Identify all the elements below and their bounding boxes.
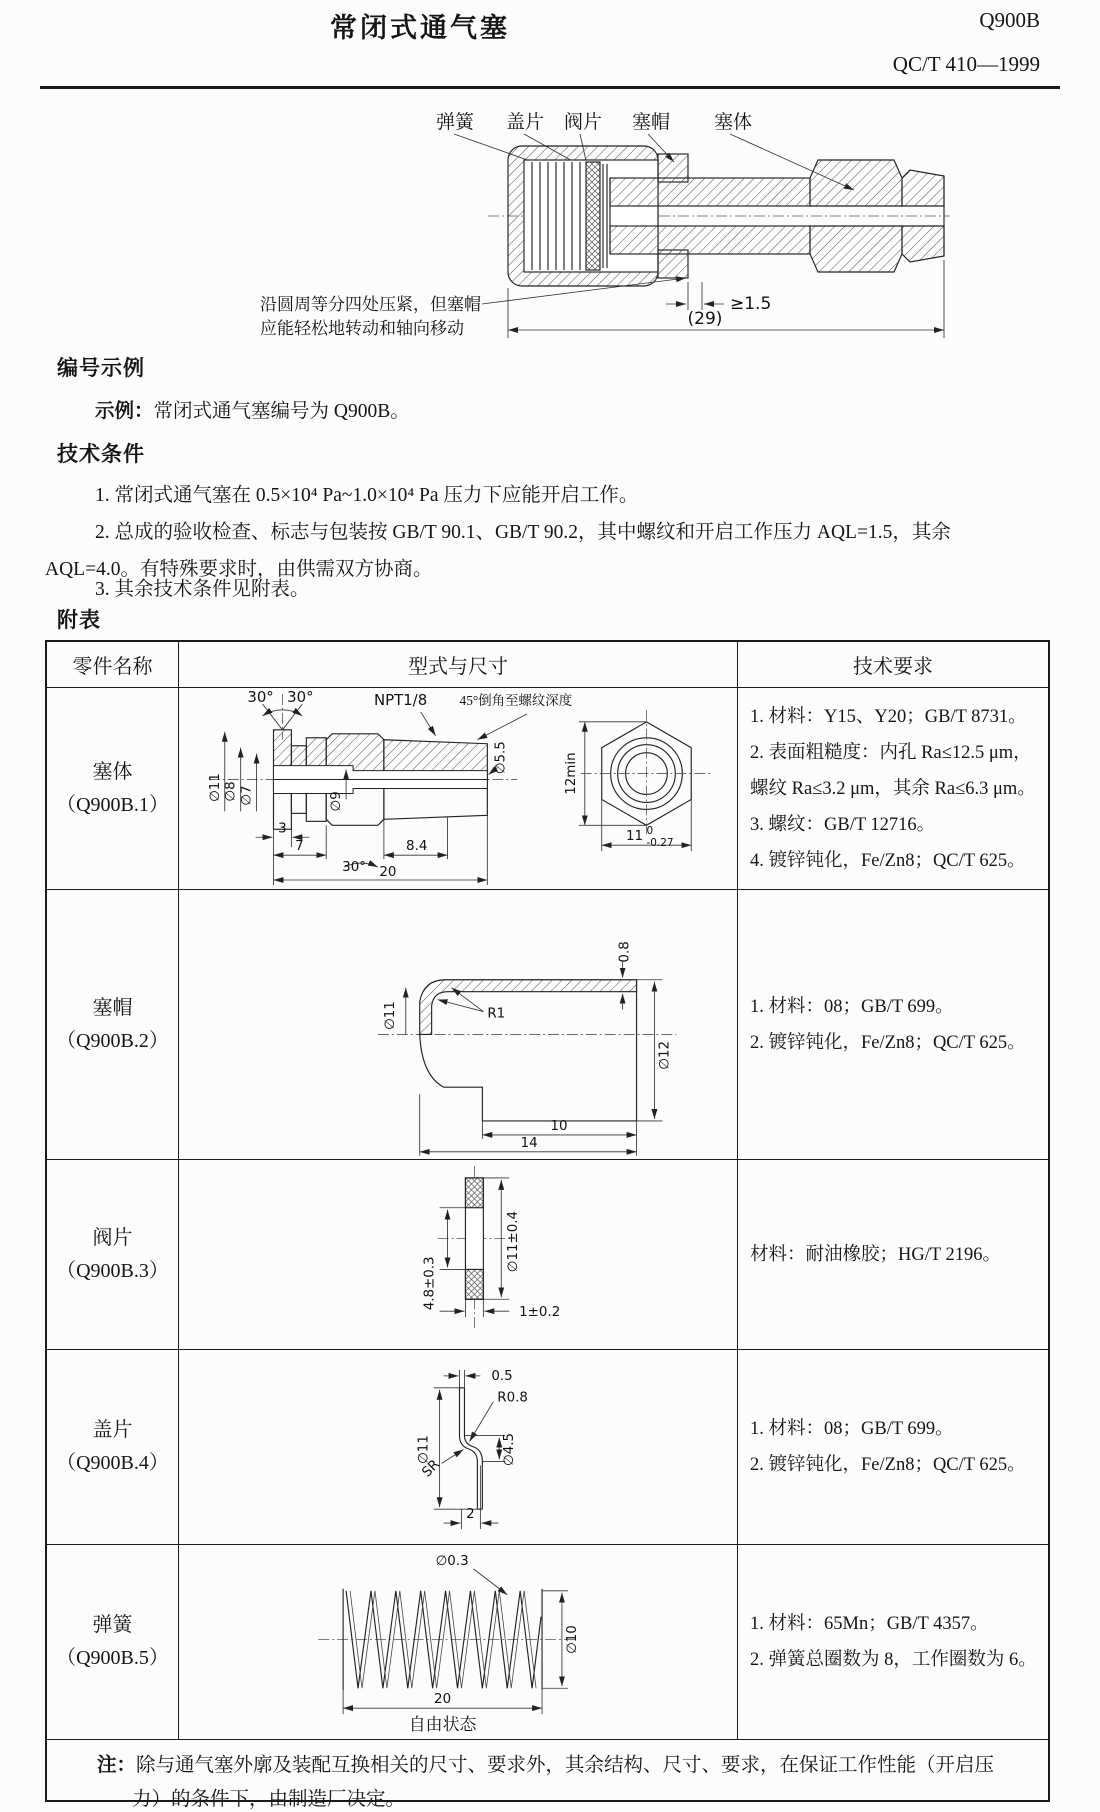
dim-tol-upper: 0 xyxy=(646,825,654,838)
part-name-cell xyxy=(47,1160,179,1350)
part-number: Q900B xyxy=(979,8,1040,32)
dim-label: 20 xyxy=(379,865,397,881)
assembly-figure-svg xyxy=(250,98,950,353)
note-label: 注： xyxy=(97,1755,137,1776)
dim-label: 11 xyxy=(626,829,644,845)
figure-note-line1: 沿圆周等分四处压紧，但塞帽 xyxy=(260,295,481,314)
req-line: 1. 材料：08；GB/T 699。 xyxy=(750,1419,954,1439)
part-name: 盖片 xyxy=(92,1419,133,1441)
part-name-cell xyxy=(47,688,179,890)
dim-label: 12min xyxy=(563,752,579,795)
label-valve: 阀片 xyxy=(564,112,603,133)
dim-label: ∅9 xyxy=(329,791,345,812)
dim-label: R0.8 xyxy=(497,1390,528,1406)
label-cap: 塞帽 xyxy=(632,112,671,133)
dim-label: ∅0.3 xyxy=(435,1553,469,1569)
body-drawing-svg xyxy=(179,688,737,889)
dim-label: ≥1.5 xyxy=(730,294,772,314)
dim-label: ∅11 xyxy=(207,773,223,802)
requirements-cell xyxy=(738,688,1048,890)
dim-label: ∅11 xyxy=(416,1435,432,1464)
standard-number: QC/T 410—1999 xyxy=(892,52,1040,76)
req-line: 2. 镀锌钝化，Fe/Zn8；QC/T 625。 xyxy=(750,1032,1026,1053)
label-spring: 弹簧 xyxy=(436,112,475,133)
valve-drawing-svg xyxy=(179,1160,737,1349)
part-code: （Q900B.5） xyxy=(56,1647,169,1669)
req-line: 4. 镀锌钝化，Fe/Zn8；QC/T 625。 xyxy=(750,850,1026,871)
tech-item-1: 1. 常闭式通气塞在 0.5×10⁴ Pa~1.0×10⁴ Pa 压力下应能开启工作。 xyxy=(95,485,639,506)
dim-label: 3 xyxy=(278,821,287,837)
note-text: 除与通气塞外廓及装配互换相关的尺寸、要求外，其余结构、尺寸、要求，在保证工作性能（开启压力）的条件下，由制造厂决定。 xyxy=(132,1755,995,1810)
dim-label: ∅11 xyxy=(382,1001,398,1030)
dim-label: 4.8±0.3 xyxy=(422,1256,438,1311)
free-state-label: 自由状态 xyxy=(408,1715,477,1735)
dim-tol-lower: -0.27 xyxy=(646,837,674,850)
req-line: 1. 材料：Y15、Y20；GB/T 8731。 xyxy=(750,706,1027,727)
col-header-tech-req: 技术要求 xyxy=(738,642,1048,688)
example-label: 示例： xyxy=(95,401,154,422)
part-name-cell xyxy=(47,1545,179,1740)
req-line: 2. 表面粗糙度：内孔 Ra≤12.5 μm，螺纹 Ra≤3.2 μm，其余 Ra≤6.3 μm。 xyxy=(750,742,1036,799)
dim-label: 20 xyxy=(434,1692,452,1708)
page-title: 常闭式通气塞 xyxy=(330,13,510,43)
part-name: 塞帽 xyxy=(92,996,133,1019)
drawing-cell-spring xyxy=(179,1545,738,1740)
drawing-cell-cap xyxy=(179,890,738,1160)
drawing-cell-cover xyxy=(179,1350,738,1545)
table-heading: 附表 xyxy=(57,608,101,632)
header-rule xyxy=(40,86,1060,89)
dim-label: ∅10 xyxy=(564,1625,580,1654)
dim-label: ∅4.5 xyxy=(502,1432,518,1466)
part-name: 塞体 xyxy=(92,760,133,783)
label-cover: 盖片 xyxy=(506,112,545,133)
dim-label: 30° xyxy=(247,688,274,706)
dim-label: ∅7 xyxy=(239,785,255,806)
figure-note-line2: 应能轻松地转动和轴向移动 xyxy=(260,319,464,338)
dim-label: ∅8 xyxy=(223,781,239,802)
dim-label: 30° xyxy=(287,688,314,706)
part-code: （Q900B.3） xyxy=(56,1259,169,1282)
part-name: 阀片 xyxy=(92,1226,133,1249)
dim-label: 30° xyxy=(342,860,366,876)
dim-label: (29) xyxy=(687,309,723,329)
spring-drawing-svg xyxy=(179,1545,737,1739)
part-name-cell xyxy=(47,1350,179,1545)
dim-label: 8.4 xyxy=(406,839,428,855)
dim-label: 1±0.2 xyxy=(519,1305,561,1321)
dim-label: 0.8 xyxy=(617,941,633,963)
numbering-example xyxy=(95,394,410,430)
part-name: 弹簧 xyxy=(92,1614,133,1636)
drawing-cell-valve xyxy=(179,1160,738,1350)
tech-item-3: 3. 其余技术条件见附表。 xyxy=(95,579,310,600)
dim-label: ∅12 xyxy=(657,1040,673,1070)
drawing-cell-body xyxy=(179,688,738,890)
dim-label: 2 xyxy=(466,1507,475,1523)
part-name-cell xyxy=(47,890,179,1160)
dim-label: 10 xyxy=(550,1118,568,1134)
req-line: 3. 螺纹：GB/T 12716。 xyxy=(750,814,936,835)
dim-label: 0.5 xyxy=(491,1368,513,1384)
dim-label: ∅5.5 xyxy=(493,741,509,775)
cover-drawing-svg xyxy=(179,1350,737,1544)
table-note xyxy=(47,1740,1048,1812)
label-body: 塞体 xyxy=(714,112,753,133)
part-code: （Q900B.2） xyxy=(56,1029,169,1052)
requirements-cell xyxy=(738,1350,1048,1545)
numbering-heading: 编号示例 xyxy=(57,356,145,380)
requirements-cell xyxy=(738,1545,1048,1740)
dim-label: ∅11±0.4 xyxy=(506,1210,522,1273)
req-line: 2. 镀锌钝化，Fe/Zn8；QC/T 625。 xyxy=(750,1455,1026,1475)
parts-table xyxy=(45,640,1050,1810)
col-header-part-name: 零件名称 xyxy=(47,642,179,688)
req-line: 1. 材料：65Mn；GB/T 4357。 xyxy=(750,1614,989,1634)
tech-heading: 技术条件 xyxy=(57,442,145,466)
requirements-cell xyxy=(738,890,1048,1160)
dim-label: 14 xyxy=(520,1135,538,1151)
cap-drawing-svg xyxy=(179,890,737,1159)
dim-label: R1 xyxy=(487,1006,506,1022)
dim-label: SR xyxy=(419,1457,443,1481)
col-header-form-size: 型式与尺寸 xyxy=(179,642,738,688)
part-code: （Q900B.1） xyxy=(56,793,169,816)
dim-label: 7 xyxy=(295,839,304,855)
req-line: 1. 材料：08；GB/T 699。 xyxy=(750,996,954,1017)
part-code: （Q900B.4） xyxy=(56,1452,169,1474)
tech-item-2: 2. 总成的验收检查、标志与包装按 GB/T 90.1、GB/T 90.2，其中螺纹和开启工作压力 AQL=1.5，其余 AQL=4.0。有特殊要求时，由供需双方协商。 xyxy=(45,522,951,580)
dim-label: 45°倒角至螺纹深度 xyxy=(459,692,573,708)
req-line: 材料：耐油橡胶；HG/T 2196。 xyxy=(750,1244,1001,1265)
example-text: 常闭式通气塞编号为 Q900B。 xyxy=(153,401,410,422)
req-line: 2. 弹簧总圈数为 8，工作圈数为 6。 xyxy=(750,1650,1037,1670)
requirements-cell xyxy=(738,1160,1048,1350)
dim-label: NPT1/8 xyxy=(373,690,428,709)
